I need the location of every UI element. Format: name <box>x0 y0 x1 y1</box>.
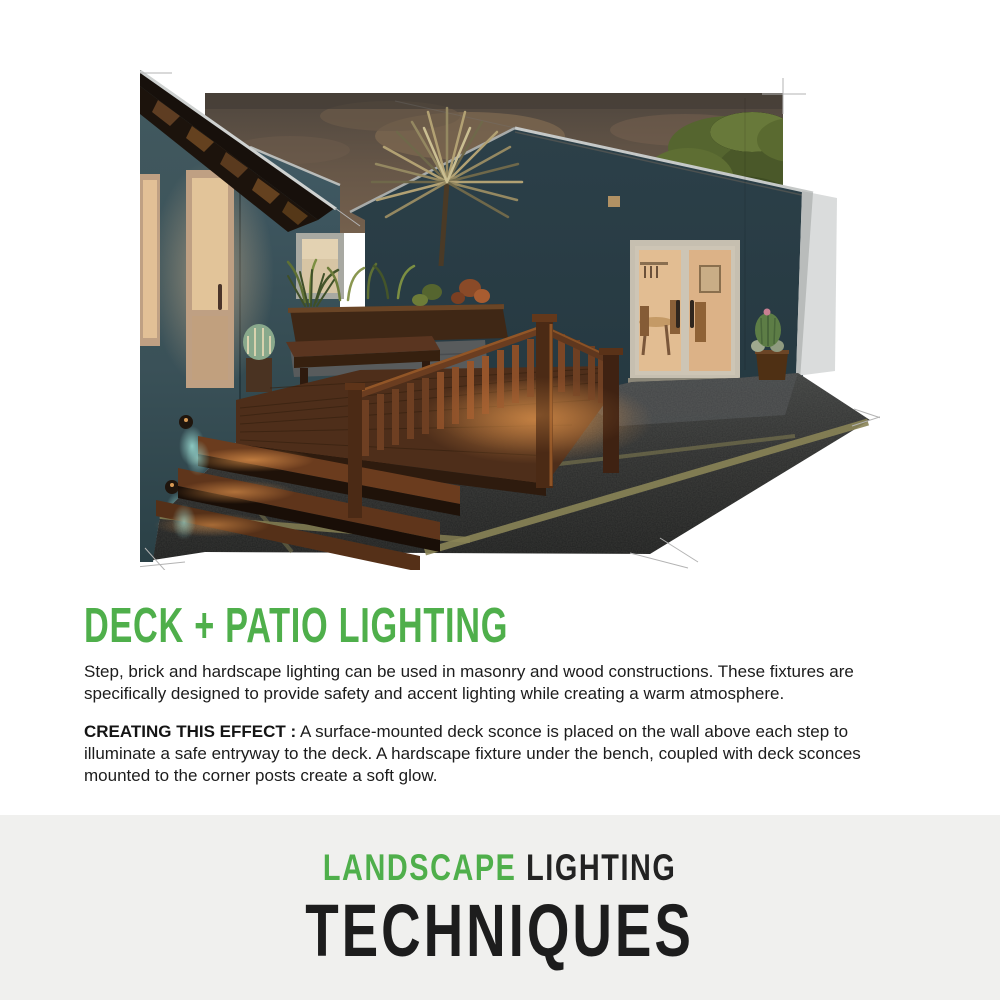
door-handle-right <box>690 300 694 328</box>
section-paragraph-2 <box>84 721 922 787</box>
brand-word-lighting: LIGHTING <box>526 847 677 888</box>
section-title <box>84 599 922 653</box>
brand-line1 <box>0 849 1000 886</box>
gable-vent-lit <box>608 196 620 207</box>
brand-line2 <box>0 889 1000 972</box>
french-doors <box>628 240 742 384</box>
text-section <box>84 599 922 803</box>
section-title-text: DECK + PATIO LIGHTING <box>84 599 509 653</box>
footer-brand <box>0 815 1000 1000</box>
door-handle <box>218 284 222 310</box>
cactus-pot-left <box>243 324 275 392</box>
effect-label: CREATING THIS EFFECT : <box>84 722 297 741</box>
deck-patio-rendering-svg <box>140 70 880 570</box>
door-handle-left <box>676 300 680 328</box>
brand-word-landscape: LANDSCAPE <box>323 847 517 888</box>
effect-text: A surface-mounted deck sconce is placed on the wall above each step to illuminate a safe entryway to the deck. A hardscape fixture under the bench, coupled with deck sconces mounted to the corner posts create a soft glow. <box>84 722 861 785</box>
section-paragraph-1: Step, brick and hardscape lighting can be used in masonry and wood constructions. These fixtures are specifically designed to provide safety and accent lighting while creating a warm atmosphere. <box>84 662 854 703</box>
brand-word-techniques: TECHNIQUES <box>305 889 695 972</box>
deck-patio-rendering <box>140 70 880 570</box>
